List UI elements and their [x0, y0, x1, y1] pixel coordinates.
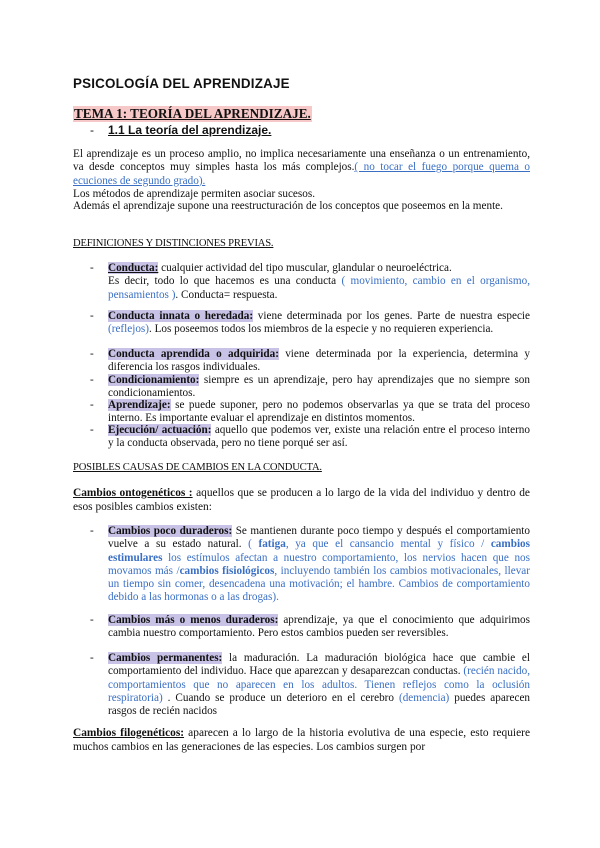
definition-text: se puede suponer, pero no podemos observarlas ya que se trata del proceso interno. Es importante evaluar el aprendizaje en distintos momentos.	[108, 399, 530, 425]
list-dash: -	[90, 348, 94, 360]
list-dash: -	[90, 399, 94, 411]
intro-note: ( no tocar el fuego porque quema o ecuciones de segundo grado).	[73, 161, 530, 187]
intro-paragraph-3: Además el aprendizaje supone una reestructuración de los conceptos que poseemos en la mente.	[73, 200, 503, 212]
definition-item	[90, 399, 530, 426]
definition-term: Conducta aprendida o adquirida:	[108, 348, 279, 360]
definition-text: Es decir, todo lo que hacemos es una conducta	[108, 275, 342, 288]
ontogeneticos-text: aquellos que se producen a lo largo de la vida del individuo y dentro de esos posibles cambios existen:	[73, 487, 530, 513]
ontogeneticos-paragraph	[73, 487, 530, 514]
definition-term: Conducta innata o heredada:	[108, 310, 254, 322]
cambio-term: Cambios más o menos duraderos:	[108, 614, 279, 626]
definition-text: viene determinada por los genes. Parte de nuestra especie	[253, 310, 530, 322]
cambio-keyword: cambios estimulares	[108, 538, 530, 564]
document-title: PSICOLOGÍA DEL APRENDIZAJE	[73, 76, 290, 91]
definition-item	[90, 310, 530, 337]
cambio-note: , ya que el cansancio mental y físico /	[285, 538, 491, 551]
cambio-term: Cambios poco duraderos:	[108, 525, 233, 537]
definition-item	[90, 262, 530, 302]
tema-title: TEMA 1: TEORÍA DEL APRENDIZAJE.	[74, 106, 311, 121]
cambio-note: (demencia)	[398, 691, 450, 704]
cambio-note: (recién nacido, comportamientos que no aparecen en los adultos. Tienen reflejos como la oclusión respiratoria)	[108, 665, 530, 704]
filogeneticos-term: Cambios filogenéticos:	[73, 727, 185, 739]
cambio-text: . Cuando se produce un deterioro en el cerebro	[162, 691, 399, 704]
cambio-keyword: fatiga	[258, 538, 286, 551]
definition-text: siempre es un aprendizaje, pero hay aprendizajes que no siempre son condicionamientos.	[108, 374, 530, 400]
subtitle-text: 1.1 La teoría del aprendizaje.	[108, 123, 272, 137]
list-dash: -	[90, 262, 94, 274]
list-dash: -	[90, 525, 94, 537]
filogeneticos-paragraph	[73, 727, 530, 754]
definition-term: Aprendizaje:	[108, 399, 171, 411]
ontogeneticos-term: Cambios ontogenéticos :	[73, 487, 193, 499]
definition-item	[90, 348, 530, 375]
definition-note: (reflejos)	[108, 323, 149, 336]
cambio-text: puedes aparecen rasgos de recién nacidos	[108, 691, 531, 718]
list-dash: -	[90, 123, 94, 137]
definition-note: ( movimiento, cambio en el organismo, pensamientos )	[108, 275, 530, 301]
cambio-item	[90, 652, 530, 718]
definition-term: Ejecución/ actuación:	[108, 424, 212, 436]
intro-paragraph-2: Los métodos de aprendizaje permiten asociar sucesos.	[73, 188, 316, 200]
filogeneticos-text: aparecen a lo largo de la historia evolutiva de una especie, esto requiere muchos cambios en las generaciones de las especies. Los cambios surgen por	[73, 727, 530, 753]
list-dash: -	[90, 652, 94, 664]
definition-text: aquello que podemos ver, existe una relación entre el proceso interno y la conducta observada, pero no tiene porqué ser así.	[108, 424, 530, 450]
cambio-note: , incluyendo también los cambios motivacionales, llevar un tiempo sin comer, desencadena una motivación; el hambre. Cambios de comportamiento debido a las hormonas o a las drogas).	[108, 564, 531, 604]
list-dash: -	[90, 310, 94, 322]
definition-term: Conducta:	[108, 262, 159, 274]
causas-heading: POSIBLES CAUSAS DE CAMBIOS EN LA CONDUCTA.	[73, 462, 322, 473]
cambio-text: la maduración. La maduración biológica hace que cambie el comportamiento del individuo. Hace que aparezcan y desaparezcan conductas.	[108, 652, 530, 678]
definition-term: Condicionamiento:	[108, 374, 200, 386]
definition-text: viene determinada por la experiencia, determina y diferencia los rasgos individuales.	[108, 348, 531, 374]
cambio-term: Cambios permanentes:	[108, 652, 223, 664]
definiciones-heading: DEFINICIONES Y DISTINCIONES PREVIAS.	[73, 238, 274, 249]
definition-item	[90, 374, 530, 401]
intro-text: El aprendizaje es un proceso amplio, no implica necesariamente una enseñanza o un entrenamiento, va desde conceptos muy simples hasta los más complejos.	[73, 148, 530, 174]
cambio-note: los estímulos afectan a nuestro comportamiento, los nervios hacen que nos movamos más /	[108, 551, 530, 577]
list-dash: -	[90, 424, 94, 436]
definition-text: . Los poseemos todos los miembros de la especie y no requieren experiencia.	[149, 323, 494, 336]
cambio-text: Se mantienen durante poco tiempo y después el comportamiento vuelve a su estado natural.	[108, 525, 530, 551]
definition-text: cualquier actividad del tipo muscular, glandular o neuroeléctrica.	[158, 262, 452, 274]
cambio-keyword: cambios fisiológicos	[179, 564, 275, 577]
intro-paragraph-1	[73, 148, 530, 188]
definition-text: . Conducta= respuesta.	[175, 288, 278, 301]
definition-item	[90, 424, 530, 451]
list-dash: -	[90, 374, 94, 386]
cambio-note: (	[248, 538, 259, 551]
section-subtitle	[90, 123, 271, 137]
list-dash: -	[90, 614, 94, 626]
cambio-item	[90, 614, 530, 641]
cambio-item	[90, 525, 530, 605]
cambio-text: aprendizaje, ya que el conocimiento que adquirimos cambia nuestro comportamiento. Pero estos cambios pueden ser reversibles.	[108, 614, 530, 640]
